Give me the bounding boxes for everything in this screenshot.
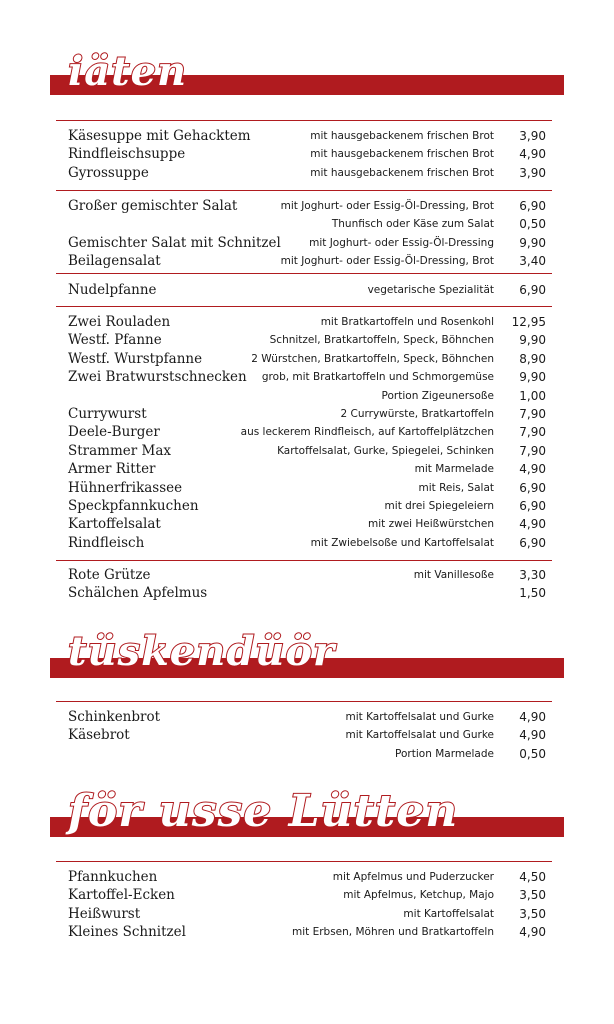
dish-name: Armer Ritter [68, 461, 156, 478]
dish-price: 8,90 [519, 351, 546, 366]
dish-description: Portion Zigeunersoße [381, 389, 494, 402]
dish-description: mit Zwiebelsoße und Kartoffelsalat [310, 536, 494, 549]
dish-name: Westf. Wurstpfanne [68, 350, 203, 367]
dish-description: mit Marmelade [414, 463, 494, 476]
dish-name: Rindfleisch [68, 534, 145, 551]
divider [56, 701, 552, 702]
menu-item [68, 461, 550, 479]
dish-name: Käsesuppe mit Gehacktem [68, 128, 251, 144]
menu-item [68, 535, 550, 553]
dish-description: mit hausgebackenem frischen Brot [310, 166, 494, 179]
dish-name: Hühnerfrikassee [68, 479, 183, 496]
dish-price: 1,00 [519, 388, 546, 403]
dish-price: 1,50 [519, 586, 546, 601]
menu-item [68, 480, 550, 498]
menu-item [68, 314, 550, 332]
dish-description: aus leckerem Rindfleisch, auf Kartoffelplätzchen [240, 426, 494, 439]
section-title: tüskendüör [68, 628, 336, 675]
dish-description: mit drei Spiegeleiern [384, 500, 494, 512]
menu-item [68, 709, 550, 727]
menu-item [68, 746, 550, 764]
dish-price: 3,30 [519, 568, 546, 582]
menu-item [68, 727, 550, 745]
dish-price: 3,90 [519, 129, 546, 143]
menu-item [68, 235, 550, 253]
dish-name: Schinkenbrot [68, 709, 161, 725]
menu-item [68, 585, 550, 603]
dish-description: mit Apfelmus und Puderzucker [332, 871, 494, 883]
dish-name: Schälchen Apfelmus [68, 585, 208, 602]
dish-price: 12,95 [511, 315, 546, 329]
section-banner [50, 628, 564, 680]
dish-name: Deele-Burger [68, 424, 160, 441]
dish-name: Gemischter Salat mit Schnitzel [68, 234, 281, 251]
dish-name: Kleines Schnitzel [68, 924, 186, 941]
menu-item [68, 406, 550, 424]
dish-price: 4,90 [519, 728, 546, 743]
dish-name: Beilagensalat [68, 253, 161, 270]
dish-name: Gyrossuppe [68, 164, 149, 181]
dish-description: mit Kartoffelsalat und Gurke [345, 729, 494, 742]
dish-description: mit Kartoffelsalat und Gurke [345, 711, 494, 723]
dish-name: Strammer Max [68, 442, 171, 459]
menu-item [68, 887, 550, 905]
dish-name: Kartoffelsalat [68, 516, 161, 533]
dish-name: Rote Grütze [68, 567, 151, 583]
dish-name: Zwei Bratwurstschnecken [68, 369, 247, 386]
dish-name: Nudelpfanne [68, 282, 157, 298]
dish-description: mit Kartoffelsalat [403, 907, 494, 920]
dish-description: mit hausgebackenem frischen Brot [310, 148, 494, 161]
menu-item [68, 498, 550, 516]
section-title: för usse Lütten [68, 786, 459, 837]
dish-price: 7,90 [519, 407, 546, 421]
menu-item [68, 924, 550, 942]
dish-description: Schnitzel, Bratkartoffeln, Speck, Böhnchen [269, 334, 494, 347]
divider [56, 861, 552, 862]
dish-price: 4,90 [519, 147, 546, 162]
dish-price: 4,90 [519, 710, 546, 724]
dish-price: 4,90 [519, 517, 546, 532]
section-banner [50, 48, 564, 100]
dish-description: 2 Würstchen, Bratkartoffeln, Speck, Böhnchen [251, 352, 494, 365]
menu-item [68, 869, 550, 887]
dish-name: Großer gemischter Salat [68, 198, 238, 214]
dish-price: 6,90 [519, 499, 546, 513]
dish-name: Speckpfannkuchen [68, 498, 199, 514]
dish-price: 6,90 [519, 283, 546, 297]
dish-price: 4,90 [519, 925, 546, 940]
dish-price: 7,90 [519, 443, 546, 458]
divider [56, 190, 552, 191]
dish-description: mit Bratkartoffeln und Rosenkohl [320, 316, 494, 328]
dish-name: Heißwurst [68, 905, 141, 922]
dish-description: Thunfisch oder Käse zum Salat [331, 218, 494, 231]
menu-item [68, 216, 550, 234]
dish-description: mit zwei Heißwürstchen [368, 518, 494, 531]
dish-name: Currywurst [68, 406, 147, 422]
dish-price: 6,90 [519, 535, 546, 550]
dish-price: 3,50 [519, 888, 546, 903]
dish-price: 0,50 [519, 217, 546, 232]
dish-description: mit Joghurt- oder Essig-Öl-Dressing, Brot [280, 200, 494, 212]
dish-description: mit Vanillesoße [413, 569, 494, 581]
menu-item [68, 351, 550, 369]
menu-item [68, 253, 550, 271]
menu-item [68, 128, 550, 146]
dish-price: 0,50 [519, 746, 546, 761]
menu-item [68, 369, 550, 387]
divider [56, 306, 552, 307]
dish-description: grob, mit Bratkartoffeln und Schmorgemüse [261, 371, 494, 384]
divider [56, 560, 552, 561]
dish-description: vegetarische Spezialität [367, 284, 494, 296]
dish-price: 9,90 [519, 333, 546, 348]
dish-name: Westf. Pfanne [68, 332, 162, 349]
dish-price: 3,50 [519, 906, 546, 921]
dish-price: 9,90 [519, 235, 546, 250]
menu-item [68, 388, 550, 406]
dish-price: 3,90 [519, 165, 546, 180]
dish-name: Zwei Rouladen [68, 314, 171, 330]
menu-item [68, 424, 550, 442]
divider [56, 120, 552, 121]
section-title: iäten [68, 48, 188, 95]
divider [56, 273, 552, 274]
menu-item [68, 332, 550, 350]
dish-description: mit hausgebackenem frischen Brot [310, 130, 494, 142]
dish-description: Kartoffelsalat, Gurke, Spiegelei, Schinken [277, 444, 494, 457]
dish-name: Käsebrot [68, 727, 130, 744]
dish-description: 2 Currywürste, Bratkartoffeln [340, 408, 494, 420]
menu-item [68, 567, 550, 585]
dish-name: Kartoffel-Ecken [68, 887, 175, 904]
section-banner [50, 786, 564, 844]
dish-price: 4,90 [519, 462, 546, 477]
dish-description: mit Reis, Salat [418, 481, 494, 494]
dish-price: 6,90 [519, 480, 546, 495]
menu-item [68, 146, 550, 164]
dish-price: 6,90 [519, 199, 546, 213]
menu-item [68, 906, 550, 924]
dish-name: Rindfleischsuppe [68, 146, 186, 163]
dish-description: mit Apfelmus, Ketchup, Majo [343, 889, 494, 902]
menu-item [68, 516, 550, 534]
dish-price: 3,40 [519, 254, 546, 269]
menu-item [68, 198, 550, 216]
menu-item [68, 165, 550, 183]
dish-description: Portion Marmelade [395, 747, 494, 760]
dish-description: mit Joghurt- oder Essig-Öl-Dressing, Brot [280, 255, 494, 268]
dish-price: 7,90 [519, 425, 546, 440]
menu-item [68, 443, 550, 461]
menu-item [68, 282, 550, 300]
dish-name: Pfannkuchen [68, 869, 158, 885]
dish-price: 4,50 [519, 870, 546, 884]
dish-description: mit Joghurt- oder Essig-Öl-Dressing [309, 236, 494, 249]
dish-description: mit Erbsen, Möhren und Bratkartoffeln [292, 926, 494, 939]
dish-price: 9,90 [519, 370, 546, 385]
